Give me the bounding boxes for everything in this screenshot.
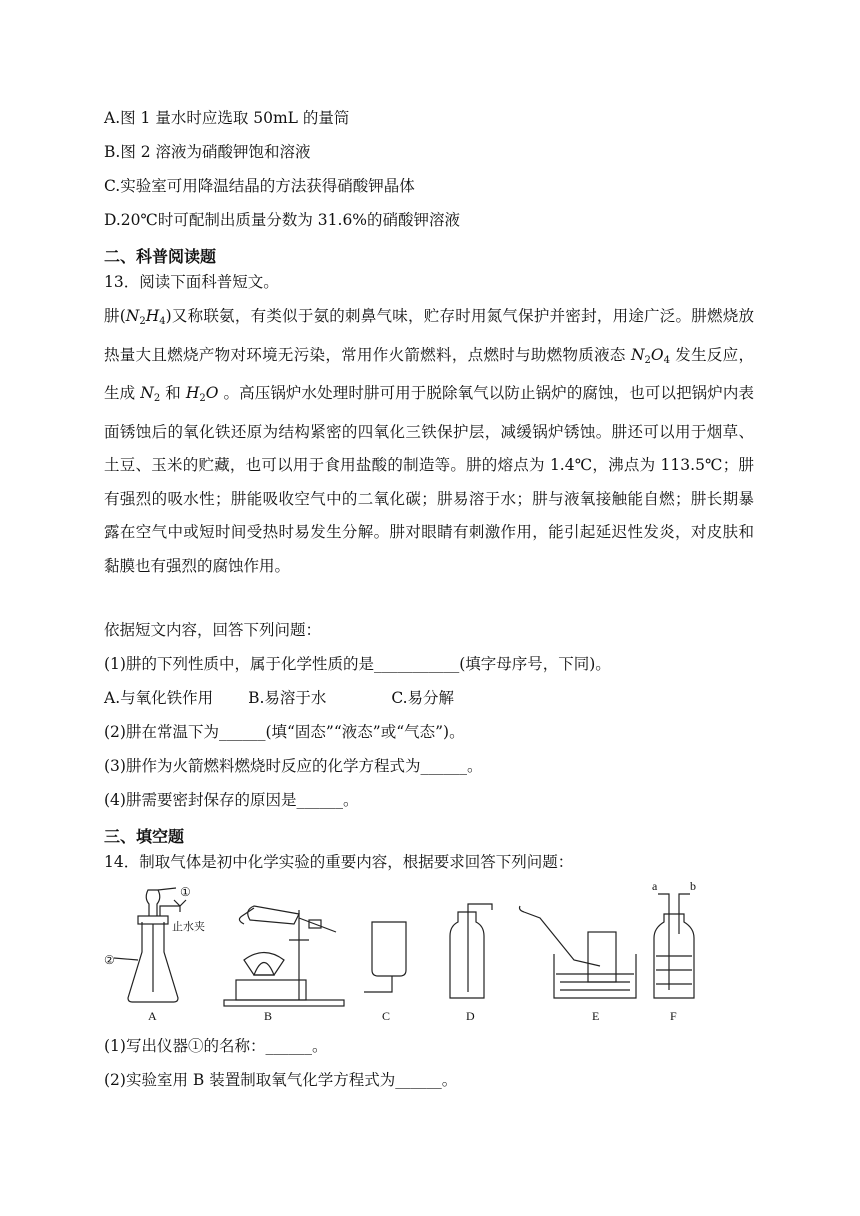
apparatus-c (364, 922, 406, 992)
label-port-b: b (690, 880, 696, 893)
q13-passage: 肼$(N_2H_4)$又称联氨，有类似于氨的刺鼻气味，贮存时用氮气保护并密封，用途广泛。肼燃烧放热量大且燃烧产物对环境无污染，常用作火箭燃料，点燃时与助燃物质液态 $N_2O_4$ 发生反应，生成 $N_2$ 和 $H_2O$ 。高压锅炉水处理时肼可用于脱除氧气以防止锅炉的腐蚀，也可以把锅炉内表面锈蚀后的氧化铁还原为结构紧密的四氧化三铁保护层，减缓锅炉锈蚀。肼还可以用于烟草、土豆、玉米的贮藏，也可以用于食用盐酸的制造等。肼的熔点为 1.4℃，沸点为 113.5℃；肼有强烈的吸水性；肼能吸收空气中的二氧化碳；肼易溶于水；肼与液氧接触能自燃；肼长期暴露在空气中或短时间受热时易发生分解。肼对眼睛有刺激作用，能引起延迟性发炎，对皮肤和黏膜也有强烈的腐蚀作用。 (104, 307, 754, 575)
label-clamp: 止水夹 (172, 921, 205, 933)
q12-option-a: A.图 1 量水时应选取 50mL 的量筒 (104, 109, 350, 127)
q14-sub1: (1)写出仪器①的名称：______。 (104, 1037, 328, 1055)
apparatus-d (450, 904, 492, 998)
apparatus-figure (104, 880, 704, 1020)
q13-sub1: (1)肼的下列性质中，属于化学性质的是___________(填字母序号，下同)。 (104, 655, 611, 673)
q13-ask: 依据短文内容，回答下列问题： (104, 621, 322, 639)
section-title-fill-blank: 三、填空题 (104, 827, 185, 846)
q13-option-c: C.易分解 (391, 689, 455, 707)
q12-option-c: C.实验室可用降温结晶的方法获得硝酸钾晶体 (104, 177, 415, 195)
label-e: E (592, 1009, 600, 1020)
label-d: D (466, 1009, 475, 1020)
label-a: A (148, 1009, 157, 1020)
label-circle-2: ② (104, 953, 115, 967)
q13-option-b: B.易溶于水 (248, 689, 327, 707)
q13-sub1-options (104, 686, 484, 708)
label-circle-1: ① (180, 885, 191, 899)
apparatus-e (520, 906, 637, 998)
q13-sub2: (2)肼在常温下为______(填“固态”“液态”或“气态”)。 (104, 723, 465, 741)
q13-option-a: A.与氧化铁作用 (104, 689, 214, 707)
label-f: F (670, 1009, 677, 1020)
q14-sub2: (2)实验室用 B 装置制取氧气化学方程式为______。 (104, 1071, 458, 1089)
label-port-a: a (652, 880, 658, 893)
apparatus-a (114, 888, 186, 1002)
section-title-popular-science: 二、科普阅读题 (104, 247, 217, 266)
q13-sub3: (3)肼作为火箭燃料燃烧时反应的化学方程式为______。 (104, 757, 483, 775)
q13-intro: 13．阅读下面科普短文。 (104, 273, 279, 291)
q12-option-d: D.20℃时可配制出质量分数为 31.6%的硝酸钾溶液 (104, 211, 461, 229)
label-b: B (264, 1009, 273, 1020)
label-c: C (382, 1009, 391, 1020)
q14-intro: 14．制取气体是初中化学实验的重要内容，根据要求回答下列问题： (104, 853, 574, 871)
apparatus-f (654, 894, 694, 998)
q12-option-b: B.图 2 溶液为硝酸钾饱和溶液 (104, 143, 311, 161)
q13-sub4: (4)肼需要密封保存的原因是______。 (104, 791, 359, 809)
apparatus-b (224, 906, 344, 1006)
